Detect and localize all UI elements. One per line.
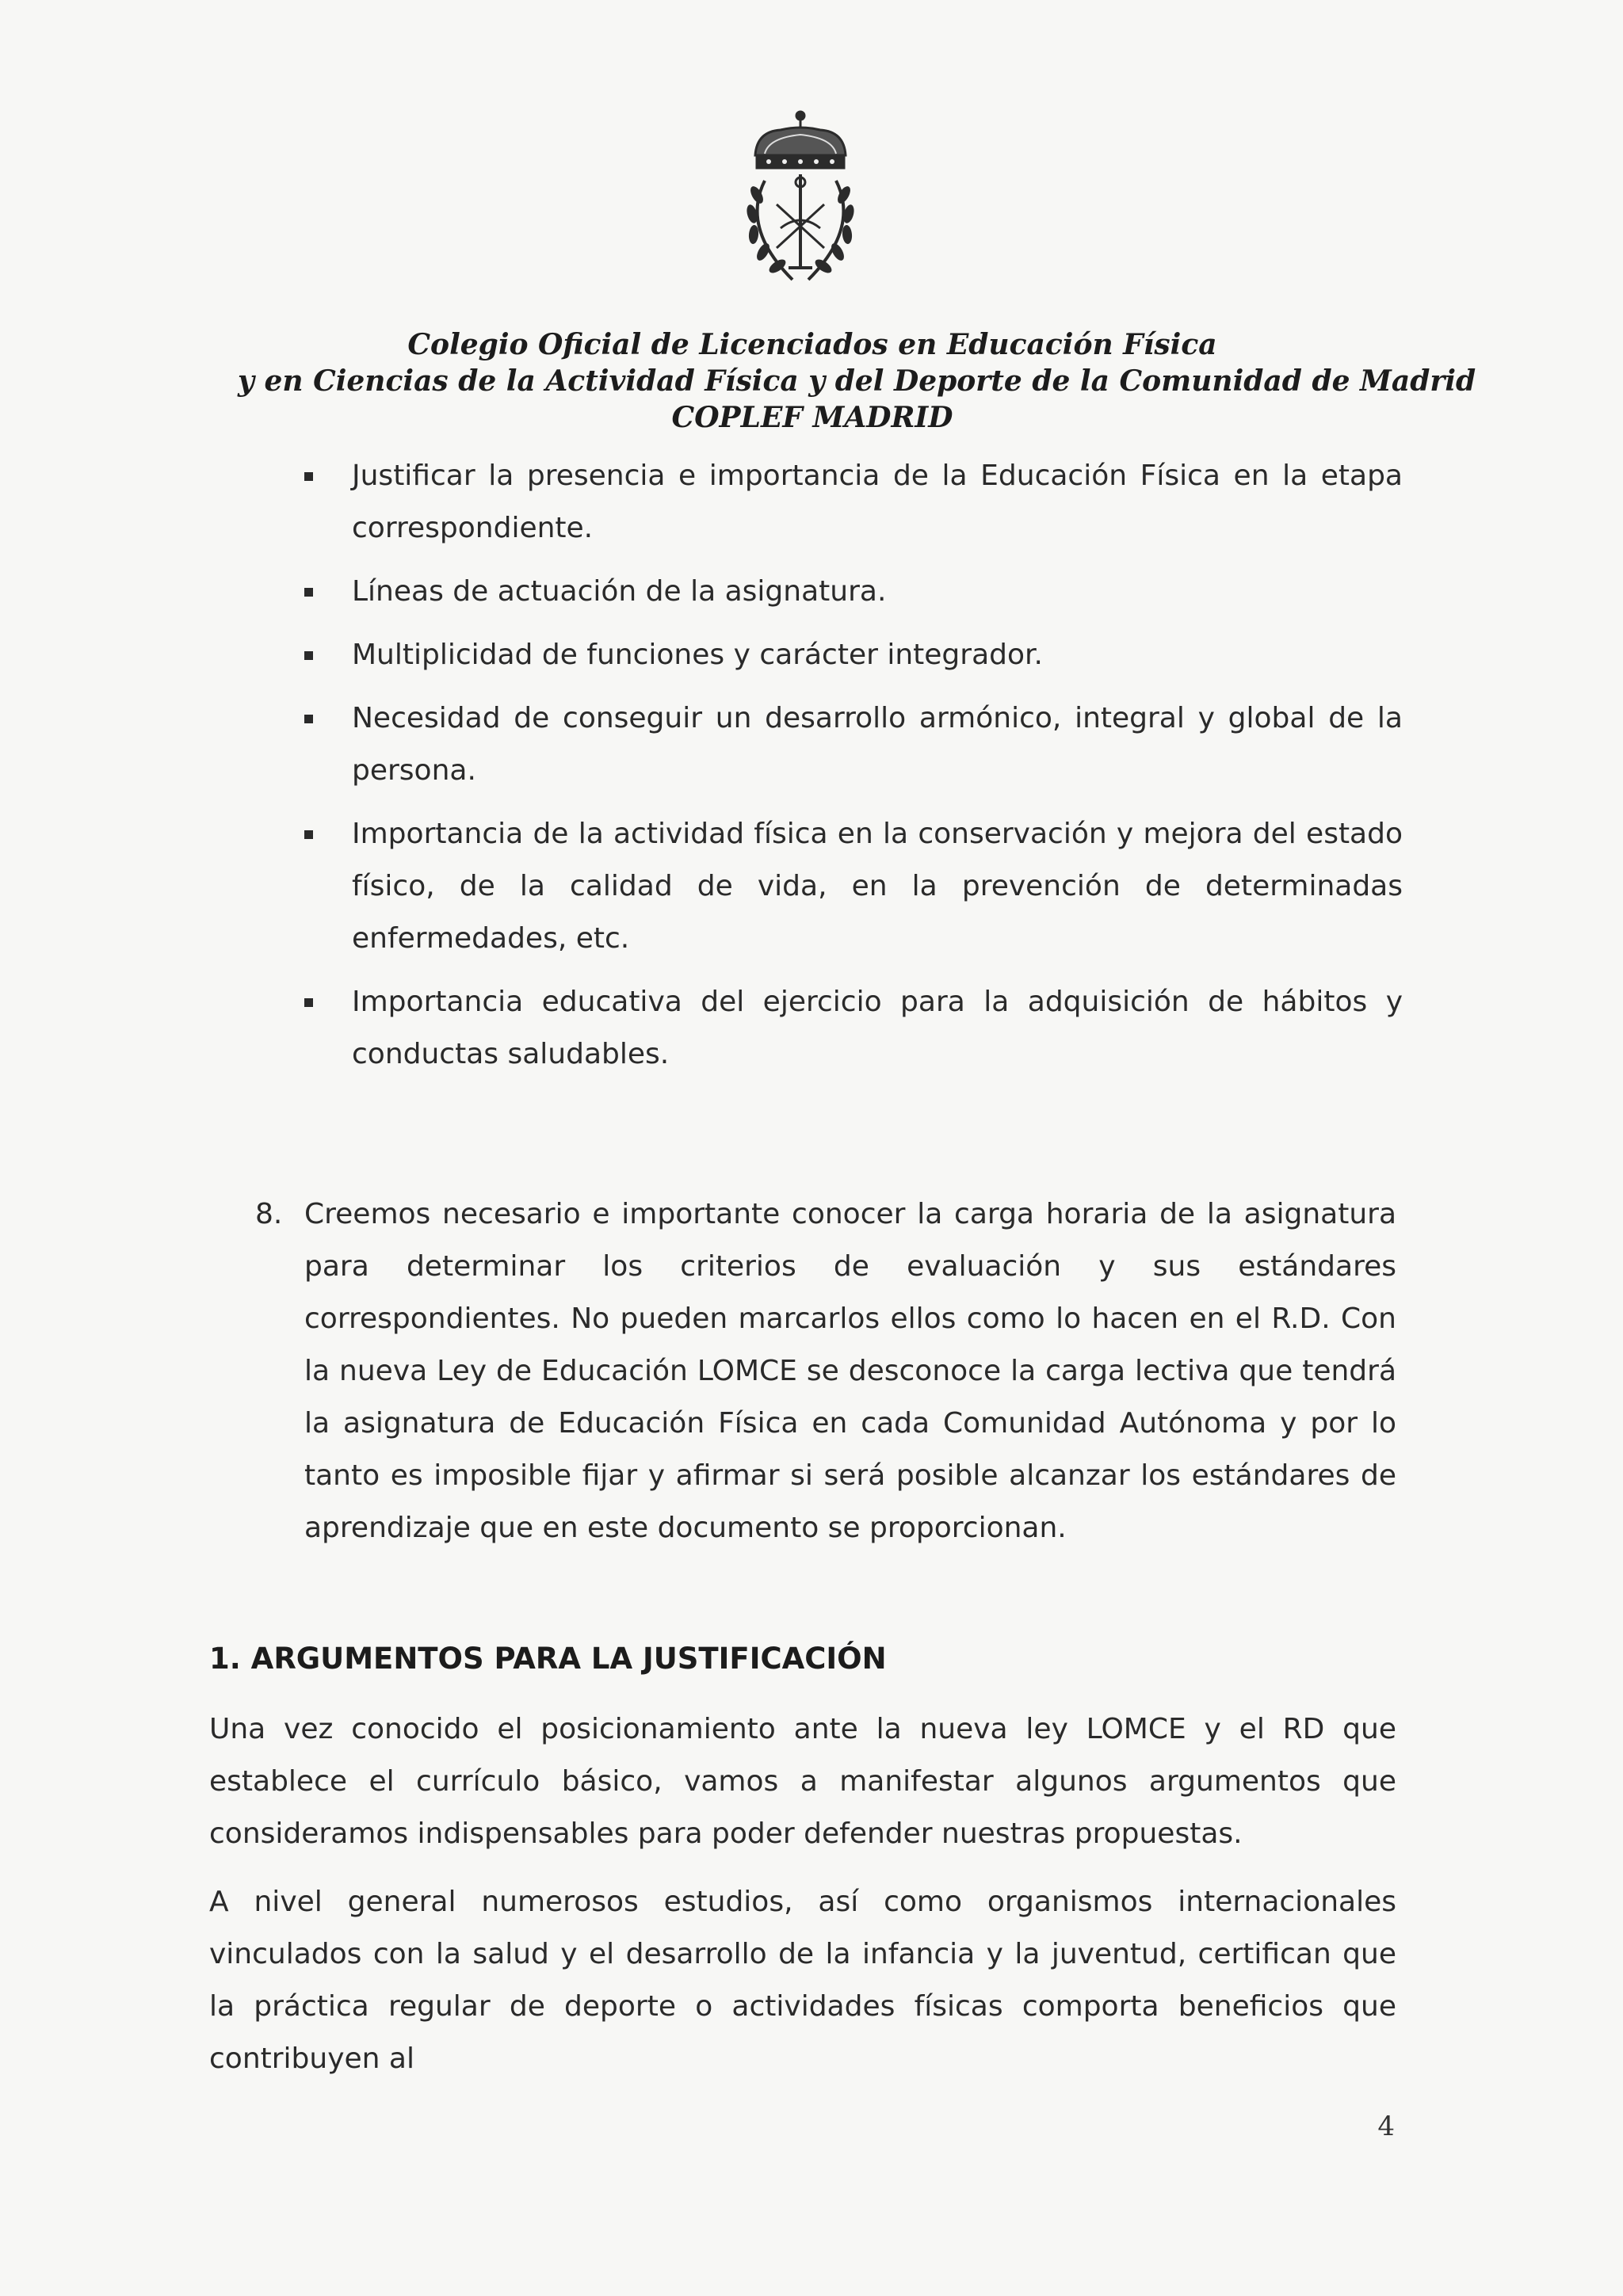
page-number: 4 (1377, 2111, 1395, 2142)
bullet-square-icon (304, 715, 313, 723)
list-item: Importancia educativa del ejercicio para la adquisición de hábitos y conductas saludables. (301, 976, 1403, 1081)
list-item: Líneas de actuación de la asignatura. (301, 566, 1403, 618)
header-line-1: Colegio Oficial de Licenciados en Educación Física (407, 328, 1217, 361)
bullet-square-icon (304, 651, 313, 660)
paragraph: Una vez conocido el posicionamiento ante la nueva ley LOMCE y el RD que establece el currículo básico, vamos a manifestar algunos argumentos que consideramos indispensables para poder defender nuestras propuestas. (209, 1713, 1396, 1850)
bullet-list (301, 450, 1403, 1092)
bullet-square-icon (304, 472, 313, 481)
bullet-square-icon (304, 830, 313, 839)
list-item: Necesidad de conseguir un desarrollo armónico, integral y global de la persona. (301, 692, 1403, 797)
institution-header (238, 326, 1476, 436)
header-line-2: y en Ciencias de la Actividad Física y del Deporte de la Comunidad de Madrid (238, 364, 1476, 398)
numbered-item-8 (255, 1188, 1396, 1554)
list-item: Justificar la presencia e importancia de la Educación Física en la etapa correspondiente. (301, 450, 1403, 555)
list-item: Importancia de la actividad física en la conservación y mejora del estado físico, de la calidad de vida, en la prevención de determinadas enfermedades, etc. (301, 808, 1403, 965)
item-text: Creemos necesario e importante conocer la carga horaria de la asignatura para determinar los criterios de evaluación y sus estándares correspondientes. No pueden marcarlos ellos como lo hacen en el R.D. Con la nueva Ley de Educación LOMCE se desconoce la carga lectiva que tendrá la asignatura de Educación Física en cada Comunidad Autónoma y por lo tanto es imposible fijar y afirmar si será posible alcanzar los estándares de aprendizaje que en este documento se proporcionan. (304, 1198, 1396, 1544)
section-title: 1. ARGUMENTOS PARA LA JUSTIFICACIÓN (209, 1642, 887, 1676)
paragraph: A nivel general numerosos estudios, así como organismos internacionales vinculados con la salud y el desarrollo de la infancia y la juventud, certifican que la práctica regular de deporte o actividades físicas comporta beneficios que contribuyen al (209, 1886, 1396, 2075)
header-line-3: COPLEF MADRID (671, 401, 953, 434)
coplef-emblem-icon (733, 109, 868, 293)
bullet-square-icon (304, 588, 313, 597)
item-number: 8. (255, 1198, 283, 1230)
bullet-square-icon (304, 998, 313, 1007)
list-item: Multiplicidad de funciones y carácter integrador. (301, 629, 1403, 681)
